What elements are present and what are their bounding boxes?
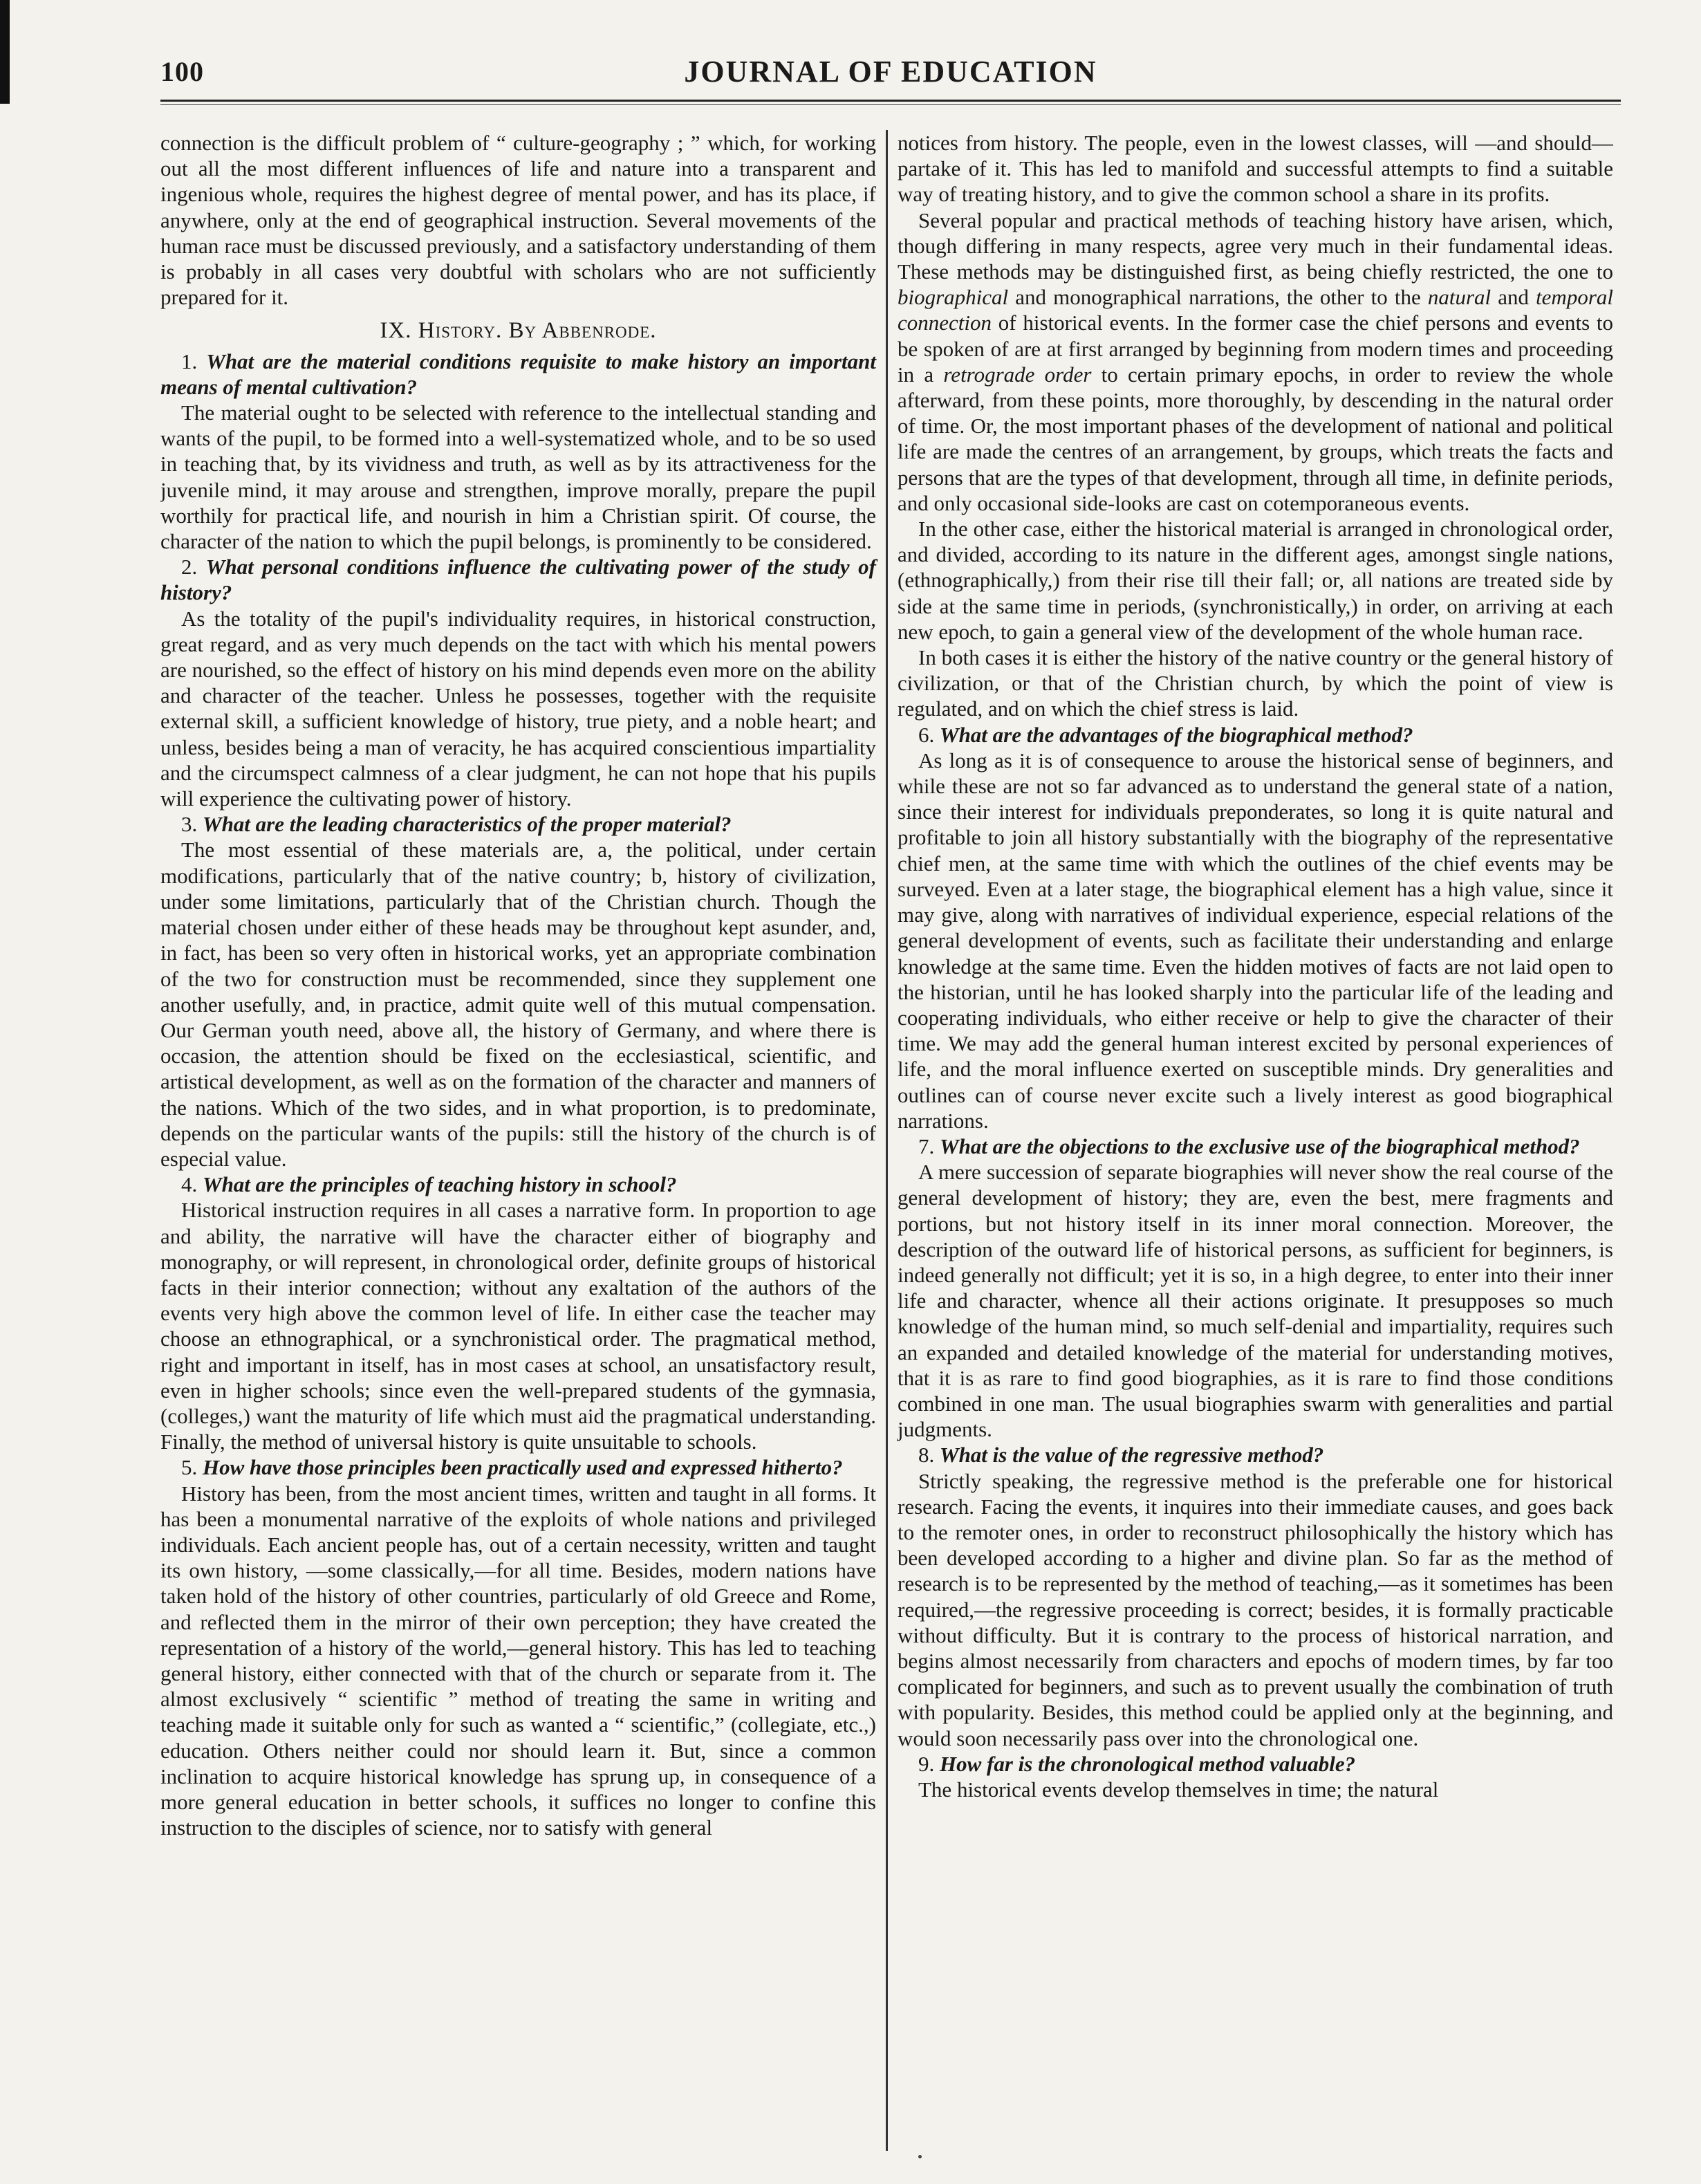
paragraph: notices from history. The people, even in the lowest classes, will —and should—partake of it. This has led to manifold and successful attempts to find a suitable way of treating history, and to give the common school a share in its profits. (898, 131, 1613, 207)
question-text: What are the material conditions requisite to make history an important means of mental cultivation? (160, 349, 876, 399)
paragraph: The material ought to be selected with reference to the intellectual standing and wants of the pupil, to be formed into a well-systematized whole, and to be so used in teaching that, by its vividness and truth, as well as by its attractiveness for the juvenile mind, it may arouse and strengthen, improve morally, prepare the pupil worthily for practical life, and nourish in him a Christian spirit. Of course, the character of the nation to which the pupil belongs, is prominently to be considered. (160, 400, 876, 554)
question-heading (160, 811, 876, 837)
question-heading (898, 722, 1613, 748)
paragraph: A mere succession of separate biographies will never show the real course of the general development of history; they are, even the best, mere fragments and portions, but not history itself in its inner moral connection. Moreover, the description of the outward life of historical persons, as sufficient for beginners, is indeed generally not difficult; yet it is so, in a high degree, to enter into their inner life and character, whence all their actions originate. It presupposes so much knowledge of the human mind, so much self-denial and impartiality, requires such an expanded and detailed knowledge of the material for understanding motives, that it is as rare to find good biographies, as it is rare to find those conditions combined in one man. The usual biographies swarm with generalities and partial judgments. (898, 1160, 1613, 1442)
question-text: What are the advantages of the biographical method? (940, 722, 1413, 747)
question-number: 3. (181, 812, 198, 837)
paragraph: As long as it is of consequence to arouse the historical sense of beginners, and while these are not so far advanced as to understand the general state of a nation, since their interest for individuals preponderates, so long it is quite natural and profitable to join all history substantially with the biography of the representative chief men, at the same time with which the outlines of the chief events may be surveyed. Even at a later stage, the biographical element has a high value, since it may give, along with narratives of individual experience, especial relations of the general development of events, such as facilitate their understanding and enlarge knowledge at the same time. Even the hidden motives of facts are not laid open to the historian, until he has looked sharply into the particular life of the leading and cooperating individuals, who either receive or help to give the character of their time. We may add the general human interest excited by personal experiences of life, and the moral influence exerted on susceptible minds. Dry generalities and outlines can of course never excite such a lively interest as good biographical narrations. (898, 748, 1613, 1133)
question-number: 5. (181, 1455, 198, 1480)
question-text: How have those principles been practically used and expressed hitherto? (203, 1455, 843, 1480)
question-text: What are the principles of teaching history in school? (203, 1172, 677, 1197)
paragraph (898, 207, 1613, 516)
paragraph: The historical events develop themselves in time; the natural (918, 1777, 1439, 1802)
paragraph: In the other case, either the historical material is arranged in chronological order, and divided, according to its nature in the different ages, amongst single nations, (ethnographically,) from their rise till their fall; or, all nations are treated side by side at the same time in periods, (synchronistically,) in order, on arriving at each new epoch, to gain a general view of the development of the whole human race. (898, 517, 1613, 644)
emphasized-term: natural (1427, 285, 1491, 310)
text-run: and monographical narrations, the other to the (1008, 285, 1428, 310)
scan-edge-mark (0, 0, 10, 104)
question-number: 2. (181, 555, 198, 580)
paragraph: History has been, from the most ancient times, written and taught in all forms. It has been a monumental narrative of the exploits of whole nations and privileged individuals. Each ancient people has, out of a certain necessity, written and taught its own history, —some classically,—for all time. Besides, modern nations have taken hold of the history of other countries, particularly of old Greece and Rome, and reflected them in the mirror of their own perception; they have created the representation of a history of the world,—general history. This has led to teaching general history, either connected with that of the church or separate from it. The almost exclusively “ scientific ” method of treating the same in writing and teaching made it suitable only for such as wanted a “ scientific,” (collegiate, etc.,) education. Others neither could nor should learn it. But, since a common inclination to acquire historical knowledge has sprung up, in consequence of a more general education in better schools, it suffices no longer to confine this instruction to the disciples of science, nor to satisfy with general (160, 1481, 876, 1840)
text-run: and (1491, 285, 1536, 310)
journal-page (160, 48, 1621, 2151)
scan-dot (918, 2155, 922, 2158)
question-text: What are the objections to the exclusive use of the biographical method? (940, 1133, 1580, 1158)
question-text: What is the value of the regressive method? (940, 1443, 1324, 1468)
paragraph: Strictly speaking, the regressive method is the preferable one for historical research. Facing the events, it inquires into their immediate causes, and goes back to the remoter ones, in order to reconstruct philosophically the history which has been developed according to a higher and divine plan. So far as the method of research is to be represented by the method of teaching,—as it sometimes has been required,—the regressive proceeding is correct; besides, it is formally practicable without difficulty. But it is contrary to the process of historical narration, and begins almost necessarily from characters and epochs of modern times, by far too complicated for beginners, and such as to prevent usually the combination of truth with popularity. Besides, this method could be applied only at the beginning, and would soon necessarily pass over into the chronological one. (898, 1468, 1613, 1750)
text-run: Several popular and practical methods of teaching history have arisen, which, though differing in many respects, agree very much in their fundamental ideas. These methods may be distinguished first, as being chiefly restricted, the one to (898, 207, 1613, 284)
paragraph: As the totality of the pupil's individuality requires, in historical construction, great regard, and as very much depends on the tact with which his mental powers are nourished, so the effect of history on his mind depends even more on the ability and character of the teacher. Unless he possesses, together with the requisite external skill, a sufficient knowledge of history, true piety, and a noble heart; and unless, besides being a man of veracity, he has acquired conscientious impartiality and the circumspect calmness of a clear judgment, he can not hope that his pupils will experience the cultivating power of history. (160, 606, 876, 811)
paragraph: Historical instruction requires in all cases a narrative form. In proportion to age and ability, the narrative will have the character either of biography and monography, or will represent, in chronological order, definite groups of historical facts in their interior connection; without any exaltation of the authors of the events very high above the common level of life. In either case the teacher may choose an ethnographical, or a synchronistical order. The pragmatical method, right and important in itself, has in most cases at school, an unsatisfactory result, even in higher schools; since even the well-prepared students of the gymnasia, (colleges,) want the maturity of life which must aid the pragmatical understanding. Finally, the method of universal history is quite unsuitable to schools. (160, 1198, 876, 1454)
text-columns (160, 130, 1621, 2151)
section-heading: IX. History. By Abbenrode. (380, 318, 657, 344)
page-number: 100 (160, 56, 204, 87)
journal-title: JOURNAL OF EDUCATION (684, 55, 1097, 89)
emphasized-term: biographical (898, 285, 1009, 310)
emphasized-term: temporal connection (898, 285, 1613, 335)
question-text: What personal conditions influence the cultivating power of the study of history? (160, 555, 876, 605)
question-heading (160, 1454, 876, 1480)
question-heading (898, 1442, 1613, 1468)
text-run: of historical events. In the former case the chief persons and events to be spoken of are at first arranged by beginning from modern times and proceeding in a (898, 311, 1613, 387)
text-run: to certain primary epochs, in order to review the whole afterward, from these points, more thoroughly, by descending in the natural order of time. Or, the most important phases of the development of national and political life are made the centres of an arrangement, by groups, which treats the facts and persons that are the types of that development, through all time, in definite periods, and only occasional side-looks are cast on cotemporaneous events. (898, 362, 1613, 515)
emphasized-term: retrograde order (943, 362, 1092, 387)
paragraph: connection is the difficult problem of “ culture-geography ; ” which, for working out all the most different influences of life and nature into a transparent and ingenious whole, requires the highest degree of mental power, and has its place, if anywhere, only at the end of geographical instruction. Several movements of the human race must be discussed previously, and a satisfactory understanding of them is probably in all cases very doubtful with scholars who are not sufficiently prepared for it. (160, 131, 876, 310)
question-heading (160, 554, 876, 605)
header-rule (160, 100, 1621, 102)
left-column (160, 130, 886, 2156)
page-header (160, 48, 1621, 104)
question-number: 7. (918, 1133, 935, 1158)
question-heading (898, 1133, 1613, 1159)
paragraph: In both cases it is either the history of the native country or the general history of civilization, or that of the Christian church, by which the point of view is regulated, and on which the chief stress is laid. (898, 645, 1613, 721)
question-number: 6. (918, 722, 935, 747)
question-number: 9. (918, 1751, 935, 1776)
question-number: 1. (181, 349, 198, 373)
header-rule-thin (160, 104, 1621, 105)
question-heading (160, 1172, 876, 1197)
paragraph: The most essential of these materials are, a, the political, under certain modifications, particularly that of the native country; b, history of civilization, under some limitations, particularly that of the Christian church. Though the material chosen under either of these heads may be throughout kept asunder, and, in fact, has been so very often in historical works, yet an appropriate combination of the two for construction must be recommended, since they supplement one another usefully, and, in practice, admit quite well of this mutual compensation. Our German youth need, above all, the history of Germany, and where there is occasion, the attention should be fixed on the ecclesiastical, scientific, and artistical development, as well as on the formation of the character and manners of the nations. Which of the two sides, and in what proportion, is to predominate, depends on the particular wants of the pupils: still the history of the church is of especial value. (160, 837, 876, 1171)
question-number: 4. (181, 1172, 198, 1197)
question-number: 8. (918, 1443, 935, 1468)
question-heading (160, 349, 876, 400)
question-heading (898, 1751, 1613, 1777)
question-text: What are the leading characteristics of the proper material? (203, 812, 732, 837)
question-text: How far is the chronological method valuable? (940, 1751, 1356, 1776)
right-column (888, 130, 1613, 2156)
